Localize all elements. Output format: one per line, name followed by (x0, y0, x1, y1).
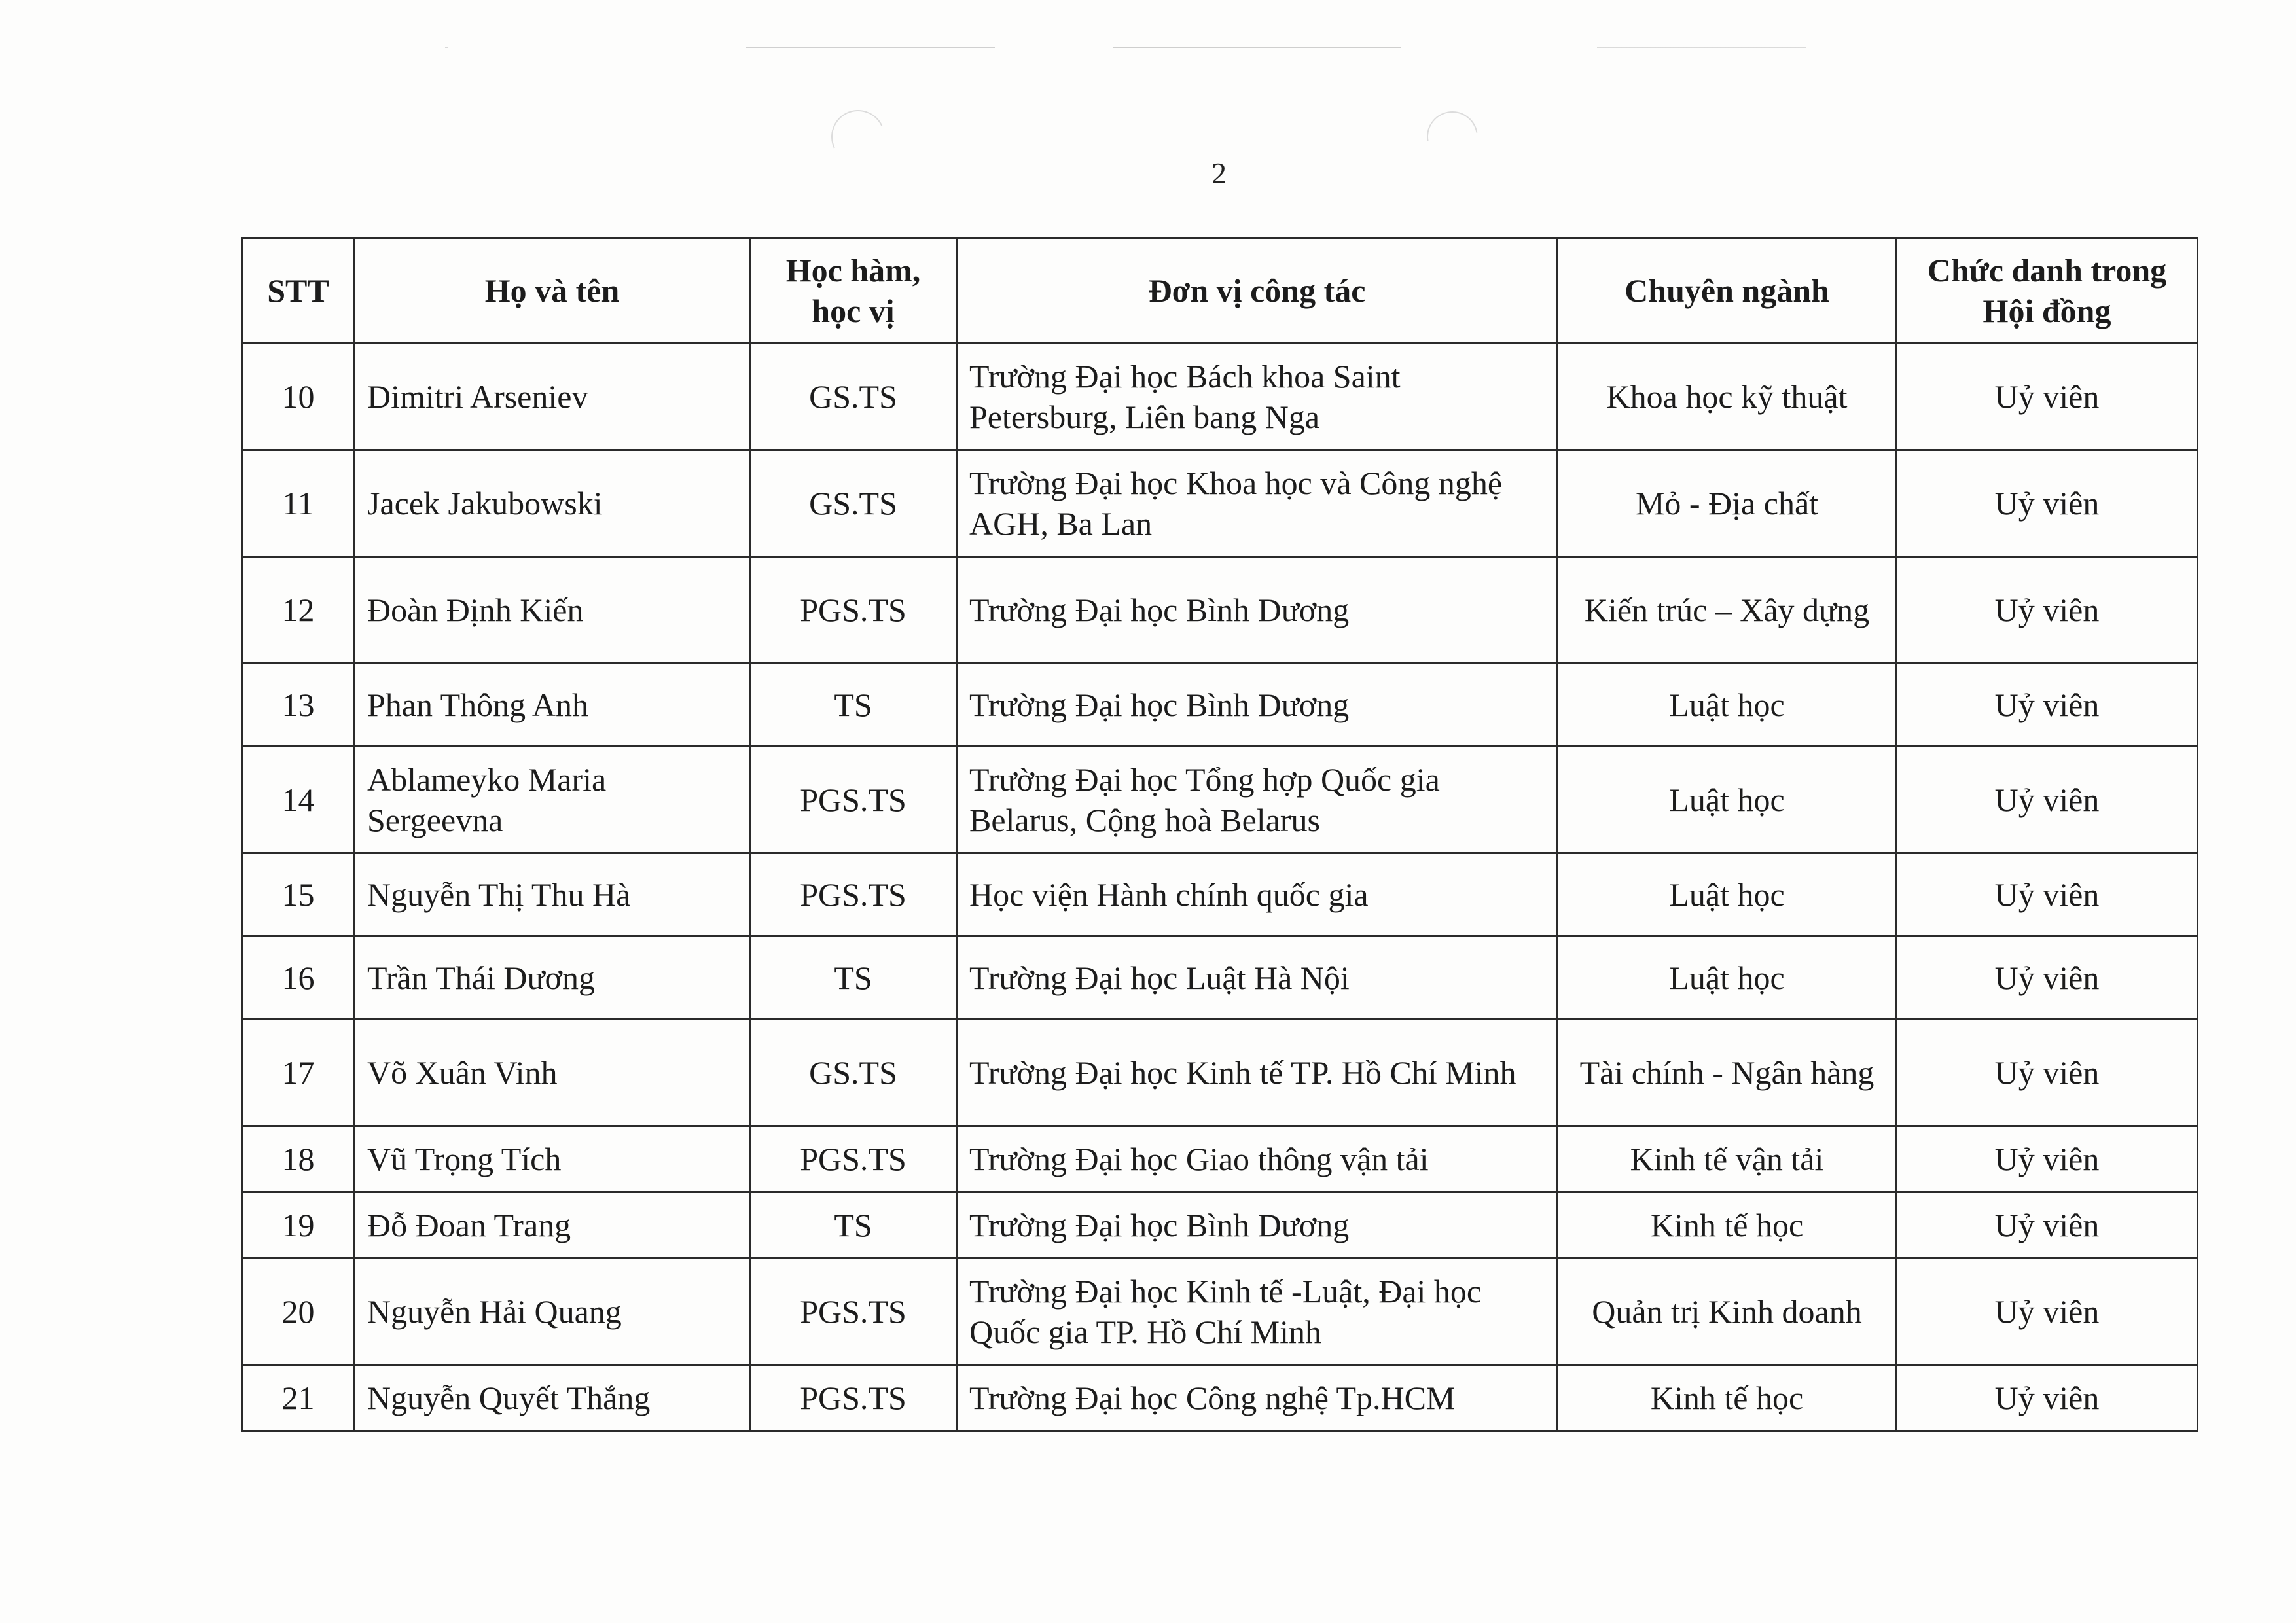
cell-major: Luật học (1558, 936, 1897, 1020)
table-row (242, 747, 2198, 853)
cell-name: Võ Xuân Vinh (355, 1020, 750, 1126)
cell-stt: 17 (242, 1020, 355, 1126)
cell-role: Uỷ viên (1897, 1258, 2198, 1365)
cell-name: Jacek Jakubowski (355, 450, 750, 557)
cell-major: Kinh tế vận tải (1558, 1126, 1897, 1192)
cell-stt: 21 (242, 1365, 355, 1431)
cell-degree: GS.TS (750, 344, 957, 450)
cell-major: Khoa học kỹ thuật (1558, 344, 1897, 450)
cell-major: Luật học (1558, 664, 1897, 747)
cell-stt: 19 (242, 1192, 355, 1258)
cell-role: Uỷ viên (1897, 664, 2198, 747)
cell-stt: 11 (242, 450, 355, 557)
cell-major: Luật học (1558, 853, 1897, 936)
cell-role: Uỷ viên (1897, 557, 2198, 664)
cell-degree: GS.TS (750, 1020, 957, 1126)
scan-artifact-line (419, 47, 1924, 48)
table-row (242, 1192, 2198, 1258)
cell-role: Uỷ viên (1897, 1365, 2198, 1431)
cell-major: Tài chính - Ngân hàng (1558, 1020, 1897, 1126)
cell-degree: TS (750, 1192, 957, 1258)
table-row (242, 1365, 2198, 1431)
cell-role: Uỷ viên (1897, 1192, 2198, 1258)
cell-role: Uỷ viên (1897, 1020, 2198, 1126)
header-unit: Đơn vị công tác (957, 238, 1558, 344)
cell-name: Nguyễn Thị Thu Hà (355, 853, 750, 936)
cell-major: Luật học (1558, 747, 1897, 853)
cell-stt: 10 (242, 344, 355, 450)
cell-unit: Trường Đại học Giao thông vận tải (957, 1126, 1558, 1192)
cell-major: Quản trị Kinh doanh (1558, 1258, 1897, 1365)
cell-major: Kinh tế học (1558, 1365, 1897, 1431)
cell-degree: GS.TS (750, 450, 957, 557)
header-degree: Học hàm, học vị (750, 238, 957, 344)
cell-unit: Trường Đại học Khoa học và Công nghệ AGH, Ba Lan (957, 450, 1558, 557)
cell-name: Nguyễn Quyết Thắng (355, 1365, 750, 1431)
page-number: 2 (1211, 156, 1227, 190)
cell-name: Đỗ Đoan Trang (355, 1192, 750, 1258)
cell-stt: 16 (242, 936, 355, 1020)
cell-degree: PGS.TS (750, 747, 957, 853)
cell-stt: 15 (242, 853, 355, 936)
cell-role: Uỷ viên (1897, 1126, 2198, 1192)
cell-unit: Trường Đại học Tổng hợp Quốc gia Belarus, Cộng hoà Belarus (957, 747, 1558, 853)
table-row (242, 557, 2198, 664)
cell-unit: Trường Đại học Bình Dương (957, 1192, 1558, 1258)
table-header-row (242, 238, 2198, 344)
cell-unit: Trường Đại học Công nghệ Tp.HCM (957, 1365, 1558, 1431)
cell-major: Mỏ - Địa chất (1558, 450, 1897, 557)
cell-unit: Trường Đại học Bình Dương (957, 557, 1558, 664)
cell-stt: 13 (242, 664, 355, 747)
table-row (242, 450, 2198, 557)
cell-unit: Trường Đại học Bách khoa Saint Petersburg, Liên bang Nga (957, 344, 1558, 450)
cell-degree: TS (750, 936, 957, 1020)
cell-stt: 12 (242, 557, 355, 664)
cell-role: Uỷ viên (1897, 450, 2198, 557)
table-row (242, 1126, 2198, 1192)
header-role: Chức danh trong Hội đồng (1897, 238, 2198, 344)
table-row (242, 1020, 2198, 1126)
cell-major: Kiến trúc – Xây dựng (1558, 557, 1897, 664)
header-major: Chuyên ngành (1558, 238, 1897, 344)
cell-role: Uỷ viên (1897, 936, 2198, 1020)
cell-name: Ablameyko Maria Sergeevna (355, 747, 750, 853)
cell-unit: Trường Đại học Kinh tế -Luật, Đại học Quốc gia TP. Hồ Chí Minh (957, 1258, 1558, 1365)
table-row (242, 1258, 2198, 1365)
header-name: Họ và tên (355, 238, 750, 344)
cell-degree: PGS.TS (750, 1365, 957, 1431)
cell-name: Đoàn Định Kiến (355, 557, 750, 664)
header-stt: STT (242, 238, 355, 344)
cell-unit: Học viện Hành chính quốc gia (957, 853, 1558, 936)
cell-role: Uỷ viên (1897, 344, 2198, 450)
cell-degree: PGS.TS (750, 557, 957, 664)
cell-unit: Trường Đại học Luật Hà Nội (957, 936, 1558, 1020)
cell-name: Phan Thông Anh (355, 664, 750, 747)
table-row (242, 664, 2198, 747)
cell-name: Vũ Trọng Tích (355, 1126, 750, 1192)
cell-role: Uỷ viên (1897, 853, 2198, 936)
cell-name: Dimitri Arseniev (355, 344, 750, 450)
table-row (242, 853, 2198, 936)
cell-unit: Trường Đại học Kinh tế TP. Hồ Chí Minh (957, 1020, 1558, 1126)
cell-role: Uỷ viên (1897, 747, 2198, 853)
cell-stt: 14 (242, 747, 355, 853)
cell-degree: PGS.TS (750, 1126, 957, 1192)
cell-degree: TS (750, 664, 957, 747)
cell-stt: 20 (242, 1258, 355, 1365)
cell-name: Nguyễn Hải Quang (355, 1258, 750, 1365)
cell-major: Kinh tế học (1558, 1192, 1897, 1258)
council-members-table (241, 237, 2198, 1432)
cell-degree: PGS.TS (750, 1258, 957, 1365)
table-row (242, 936, 2198, 1020)
cell-stt: 18 (242, 1126, 355, 1192)
cell-unit: Trường Đại học Bình Dương (957, 664, 1558, 747)
cell-degree: PGS.TS (750, 853, 957, 936)
cell-name: Trần Thái Dương (355, 936, 750, 1020)
table-row (242, 344, 2198, 450)
